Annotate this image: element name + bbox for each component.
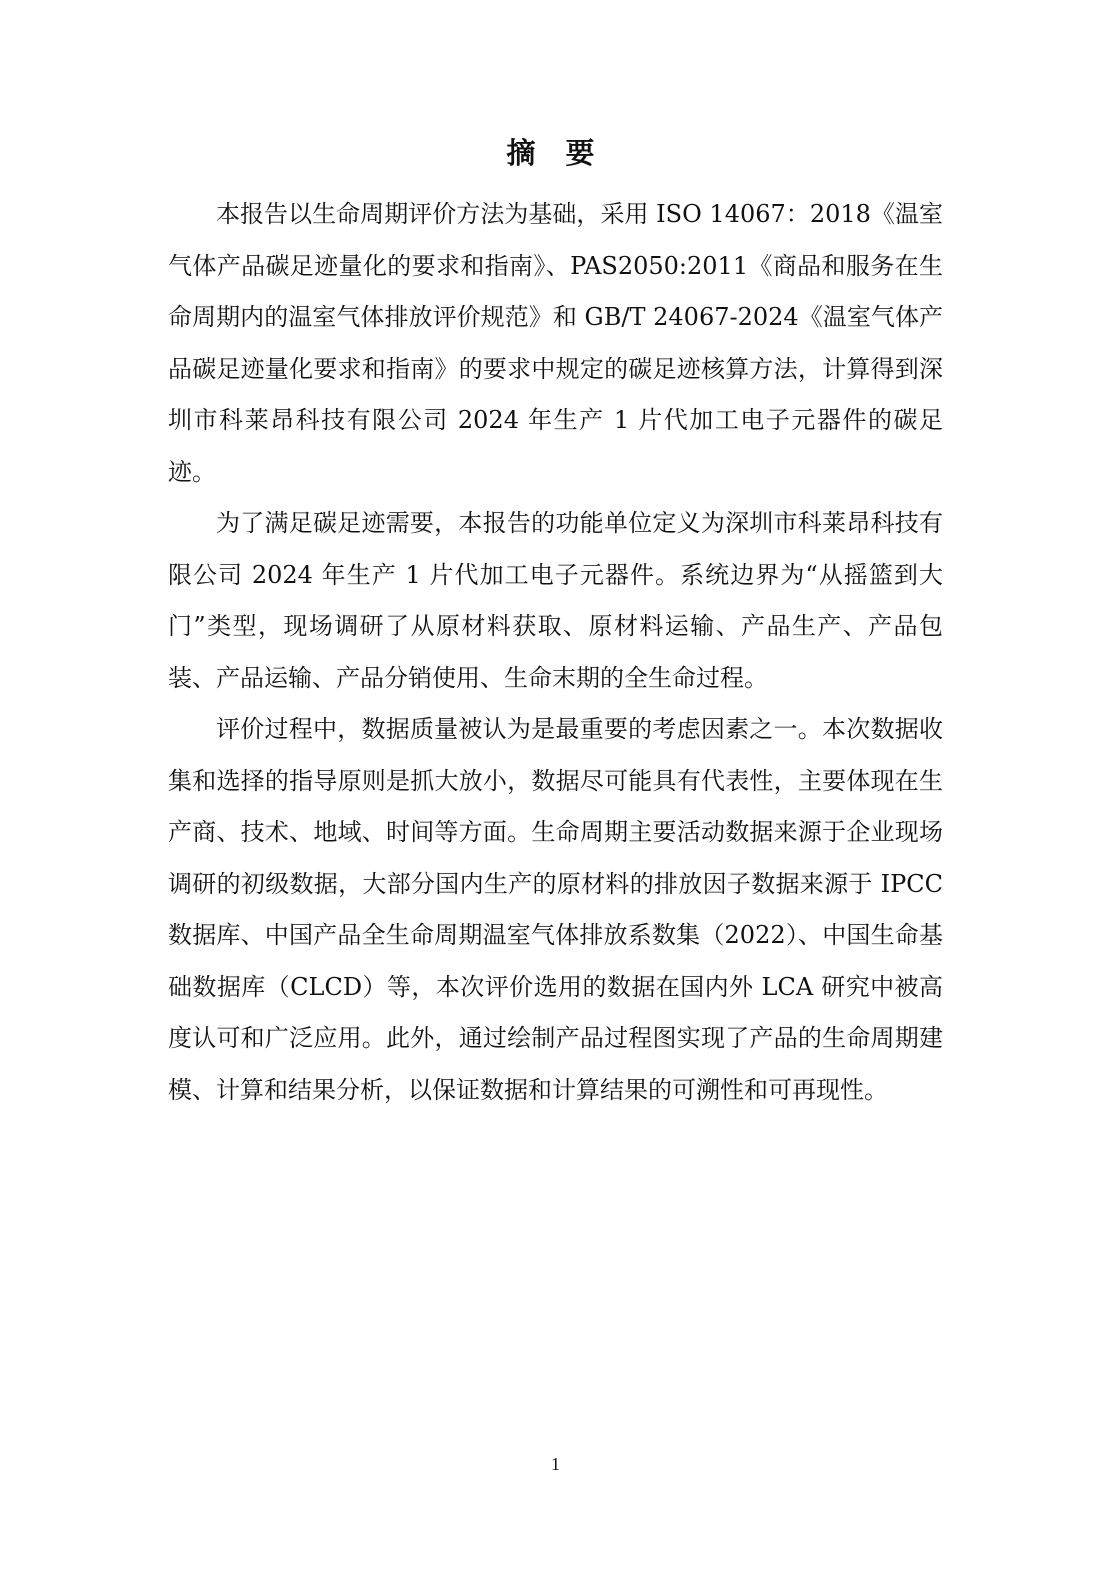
paragraph-functional-unit: 为了满足碳足迹需要，本报告的功能单位定义为深圳市科莱昂科技有限公司 2024 年生产 1 片代加工电子元器件。系统边界为“从摇篮到大门”类型，现场调研了从原材料获取、原材料运输、产品生产、产品包装、产品运输、产品分销使用、生命末期的全生命过程。 bbox=[168, 509, 943, 692]
paragraph-data-quality: 评价过程中，数据质量被认为是最重要的考虑因素之一。本次数据收集和选择的指导原则是抓大放小，数据尽可能具有代表性，主要体现在生产商、技术、地域、时间等方面。生命周期主要活动数据来源于企业现场调研的初级数据，大部分国内生产的原材料的排放因子数据来源于 IPCC 数据库、中国产品全生命周期温室气体排放系数集（2022）、中国生命基础数据库（CLCD）等，本次评价选用的数据在国内外 LCA 研究中被高度认可和广泛应用。此外，通过绘制产品过程图实现了产品的生命周期建模、计算和结果分析，以保证数据和计算结果的可溯性和可再现性。 bbox=[168, 715, 943, 1104]
abstract-body bbox=[168, 189, 943, 1116]
abstract-title: 摘 要 bbox=[506, 136, 605, 170]
page-number: 1 bbox=[551, 1454, 560, 1474]
paragraph-standards-method: 本报告以生命周期评价方法为基础，采用 ISO 14067：2018《温室气体产品碳足迹量化的要求和指南》、PAS2050:2011《商品和服务在生命周期内的温室气体排放评价规范》和 GB/T 24067-2024《温室气体产品碳足迹量化要求和指南》的要求中规定的碳足迹核算方法，计算得到深圳市科莱昂科技有限公司 2024 年生产 1 片代加工电子元器件的碳足迹。 bbox=[168, 200, 943, 486]
